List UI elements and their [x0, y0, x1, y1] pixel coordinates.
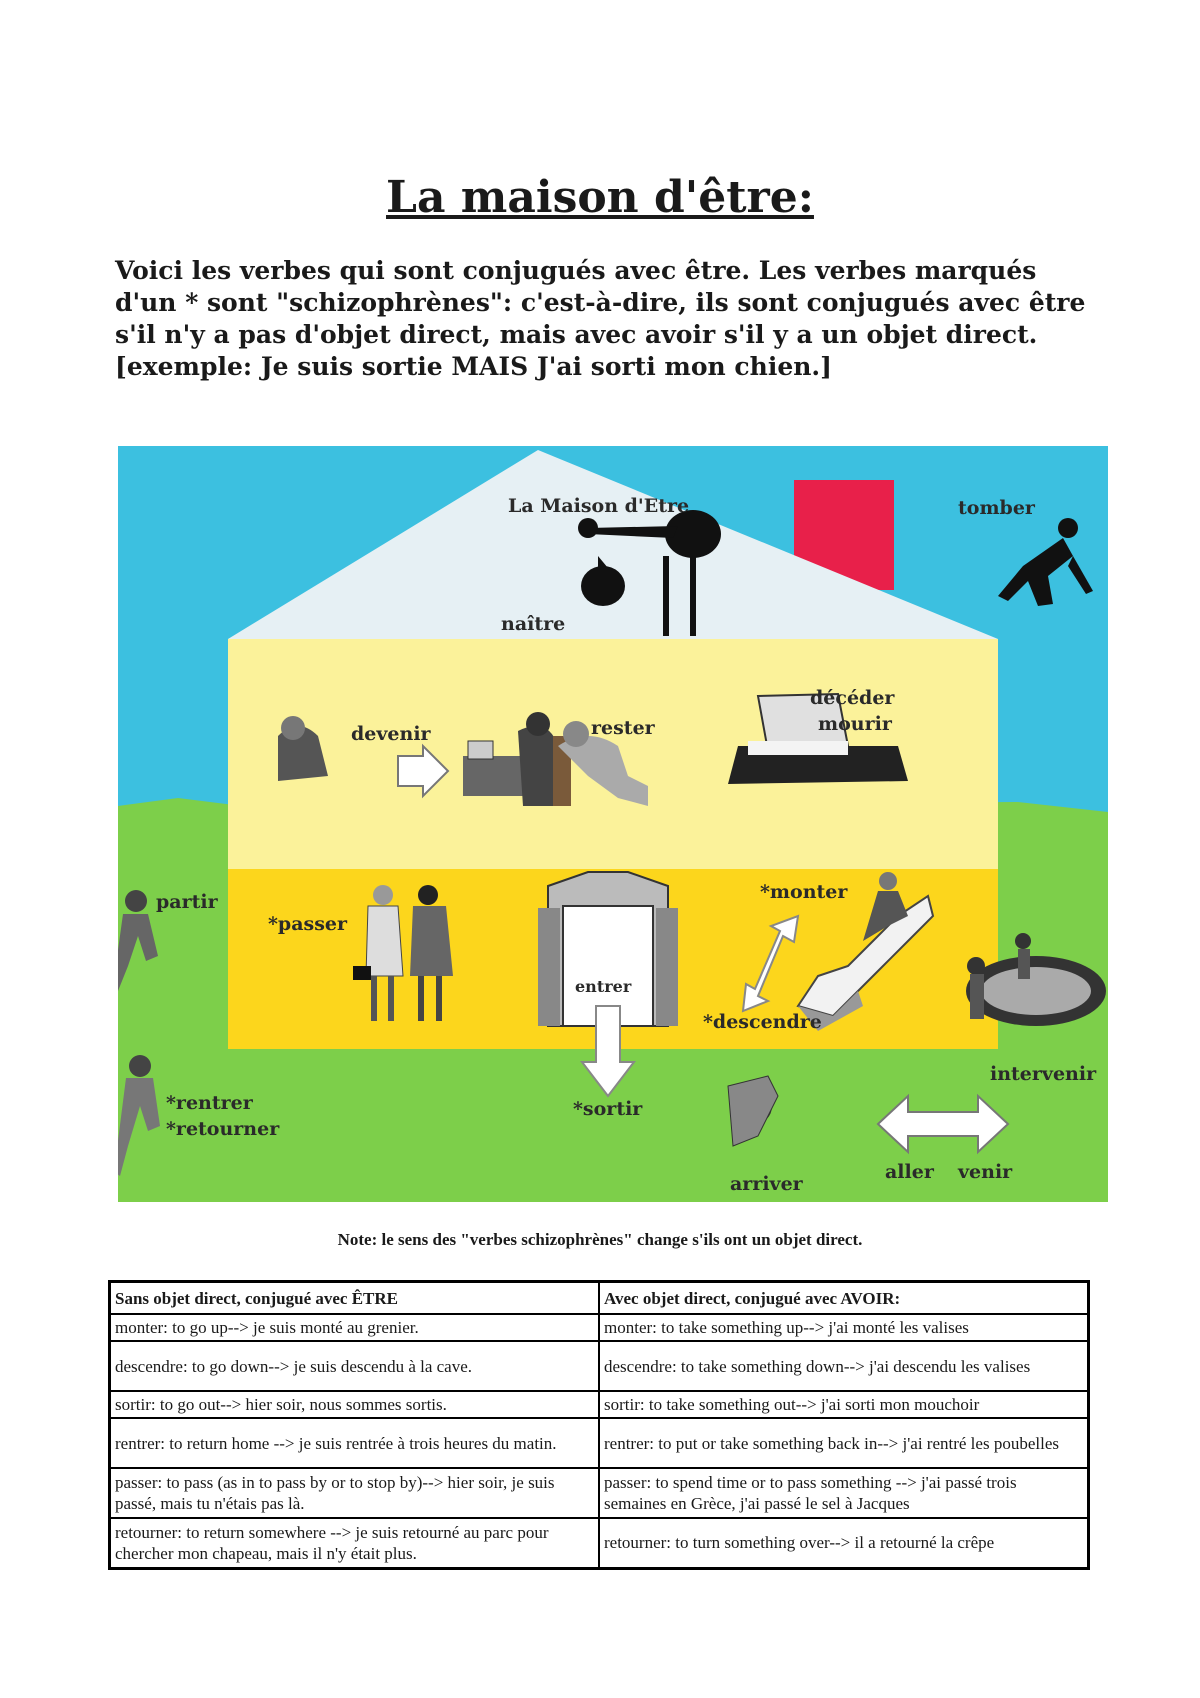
table-row — [110, 1391, 1089, 1418]
header-etre: Sans objet direct, conjugué avec ÊTRE — [110, 1282, 600, 1315]
table-row — [110, 1418, 1089, 1468]
label-naitre: naître — [501, 613, 566, 635]
label-tomber: tomber — [958, 497, 1035, 519]
cell-etre: sortir: to go out--> hier soir, nous sommes sortis. — [110, 1391, 600, 1418]
cell-avoir: passer: to spend time or to pass something --> j'ai passé trois semaines en Grèce, j'ai passé le sel à Jacques — [599, 1468, 1089, 1518]
cell-etre: retourner: to return somewhere --> je suis retourné au parc pour chercher mon chapeau, mais il n'y était plus. — [110, 1518, 600, 1568]
cell-etre: rentrer: to return home --> je suis rentrée à trois heures du matin. — [110, 1418, 600, 1468]
label-sortir: *sortir — [573, 1098, 643, 1120]
cell-etre: passer: to pass (as in to pass by or to stop by)--> hier soir, je suis passé, mais tu n'étais pas là. — [110, 1468, 600, 1518]
label-rentrer: *rentrer — [166, 1092, 253, 1114]
note-text: Note: le sens des "verbes schizophrènes" change s'ils ont un objet direct. — [337, 1230, 863, 1249]
page-title: La maison d'être: — [386, 172, 814, 223]
label-monter: *monter — [760, 881, 848, 903]
label-arriver: arriver — [730, 1173, 803, 1195]
label-descendre: *descendre — [703, 1011, 822, 1033]
label-venir: venir — [958, 1161, 1013, 1183]
house-drawing — [118, 446, 1108, 1202]
table-row — [110, 1518, 1089, 1568]
table-row — [110, 1468, 1089, 1518]
label-devenir: devenir — [351, 723, 431, 745]
table-row — [110, 1341, 1089, 1391]
header-avoir: Avec objet direct, conjugué avec AVOIR: — [599, 1282, 1089, 1315]
label-mourir: mourir — [818, 713, 892, 735]
intro-paragraph: Voici les verbes qui sont conjugués avec être. Les verbes marqués d'un * sont "schizophrènes": c'est-à-dire, ils sont conjugués avec être s'il n'y a pas d'objet direct, mais avec avoir s'il y a un objet direct. [exemple: Je suis sortie MAIS J'ai sorti mon chien.] — [115, 256, 1086, 381]
cell-etre: monter: to go up--> je suis monté au grenier. — [110, 1314, 600, 1341]
table-row — [110, 1314, 1089, 1341]
cell-etre: descendre: to go down--> je suis descendu à la cave. — [110, 1341, 600, 1391]
door-icon — [538, 872, 678, 1026]
cell-avoir: descendre: to take something down--> j'ai descendu les valises — [599, 1341, 1089, 1391]
maison-etre-illustration — [118, 446, 1108, 1202]
cell-avoir: rentrer: to put or take something back in--> j'ai rentré les poubelles — [599, 1418, 1089, 1468]
label-intervenir: intervenir — [990, 1063, 1097, 1085]
table-header-row — [110, 1282, 1089, 1315]
house-title-label: La Maison d'Etre — [508, 495, 690, 517]
cell-avoir: sortir: to take something out--> j'ai sorti mon mouchoir — [599, 1391, 1089, 1418]
label-entrer: entrer — [575, 977, 632, 996]
label-rester: rester — [591, 717, 655, 739]
cell-avoir: monter: to take something up--> j'ai monté les valises — [599, 1314, 1089, 1341]
label-retourner: *retourner — [166, 1118, 280, 1140]
cell-avoir: retourner: to turn something over--> il a retourné la crêpe — [599, 1518, 1089, 1568]
label-aller: aller — [885, 1161, 934, 1183]
label-partir: partir — [156, 891, 218, 913]
label-passer: *passer — [268, 913, 348, 935]
verbs-table — [108, 1280, 1090, 1570]
label-deceder: décéder — [810, 687, 895, 709]
